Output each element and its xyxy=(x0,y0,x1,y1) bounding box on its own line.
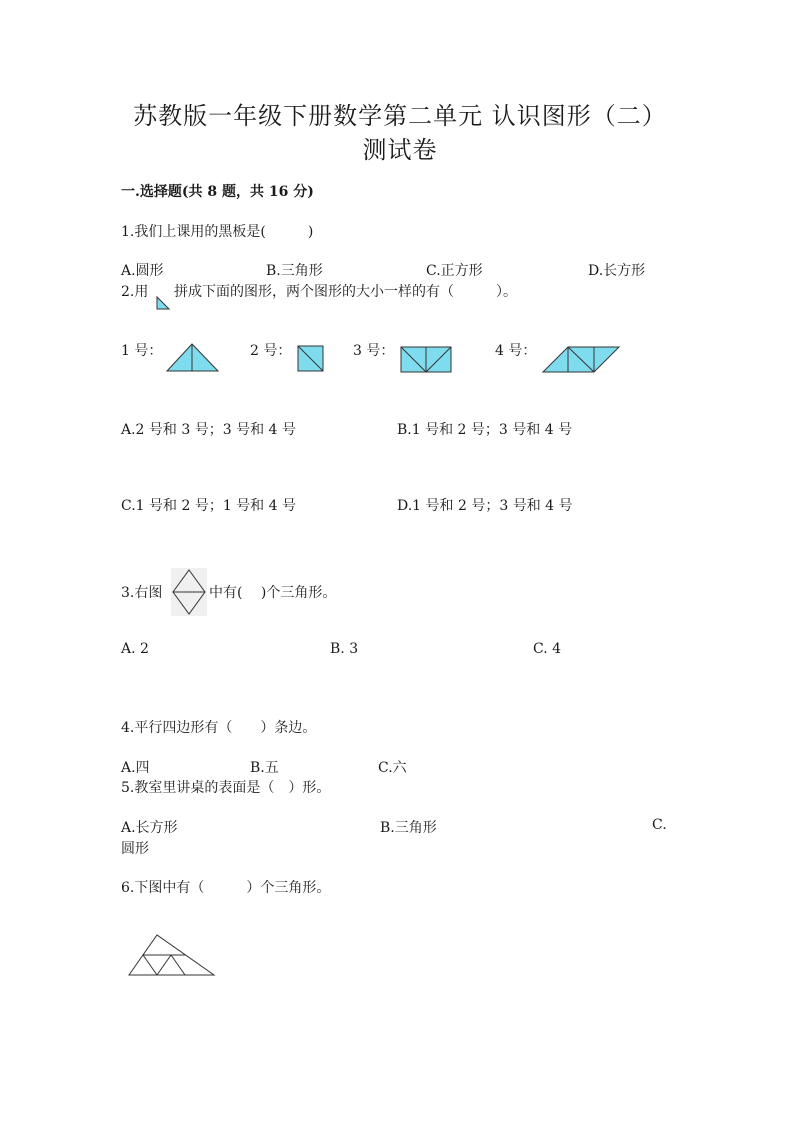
figure-4-label: 4 号： xyxy=(495,343,537,359)
figure-3-rectangle-icon xyxy=(400,346,452,374)
q2-option-a: A.2 号和 3 号；3 号和 4 号 xyxy=(121,422,296,438)
question-4-stem: 4.平行四边形有（ ）条边。 xyxy=(121,720,317,736)
question-6-stem: 6.下图中有（ ）个三角形。 xyxy=(121,880,331,896)
triangle-figure-icon xyxy=(127,932,217,978)
q4-option-b: B.五 xyxy=(250,760,279,776)
q4-option-c: C.六 xyxy=(378,760,407,776)
question-5-stem: 5.教室里讲桌的表面是（ ）形。 xyxy=(121,780,331,796)
q5-option-b: B.三角形 xyxy=(380,820,437,836)
q3-option-c: C. 4 xyxy=(533,641,562,657)
q1-option-b: B.三角形 xyxy=(266,263,323,279)
figure-4-parallelogram-icon xyxy=(542,346,622,374)
q2-option-d: D.1 号和 2 号；3 号和 4 号 xyxy=(397,498,573,514)
q4-option-a: A.四 xyxy=(121,760,150,776)
section-heading: 一.选择题(共 8 题，共 16 分) xyxy=(121,184,314,200)
question-1-stem: 1.我们上课用的黑板是( ) xyxy=(121,224,314,240)
question-3-stem-start: 3.右图 xyxy=(121,585,163,601)
q5-option-a: A.长方形 xyxy=(121,820,178,836)
figure-2-label: 2 号： xyxy=(250,343,292,359)
q3-option-b: B. 3 xyxy=(330,641,359,657)
q1-option-d: D.长方形 xyxy=(588,263,646,279)
figure-2-square-icon xyxy=(297,345,325,373)
question-2-stem-end: 拼成下面的图形，两个图形的大小一样的有（ ）。 xyxy=(174,284,517,300)
q2-option-c: C.1 号和 2 号；1 号和 4 号 xyxy=(121,498,296,514)
question-3-stem-end: 中有( )个三角形。 xyxy=(209,585,337,601)
figure-1-triangle-icon xyxy=(166,343,220,373)
figure-3-label: 3 号： xyxy=(353,343,395,359)
q5-option-c: C. xyxy=(652,817,667,833)
question-2-stem-start: 2.用 xyxy=(121,284,149,300)
q5-option-c-wrap: 圆形 xyxy=(121,841,149,857)
q1-option-a: A.圆形 xyxy=(121,263,164,279)
small-triangle-icon xyxy=(156,296,170,310)
q3-option-a: A. 2 xyxy=(121,641,149,657)
q2-option-b: B.1 号和 2 号；3 号和 4 号 xyxy=(397,422,573,438)
diamond-figure-icon xyxy=(171,568,207,616)
q1-option-c: C.正方形 xyxy=(426,263,483,279)
figure-1-label: 1 号： xyxy=(121,343,163,359)
page-subtitle: 测试卷 xyxy=(362,136,438,164)
page-title: 苏教版一年级下册数学第二单元 认识图形（二） xyxy=(133,102,667,130)
